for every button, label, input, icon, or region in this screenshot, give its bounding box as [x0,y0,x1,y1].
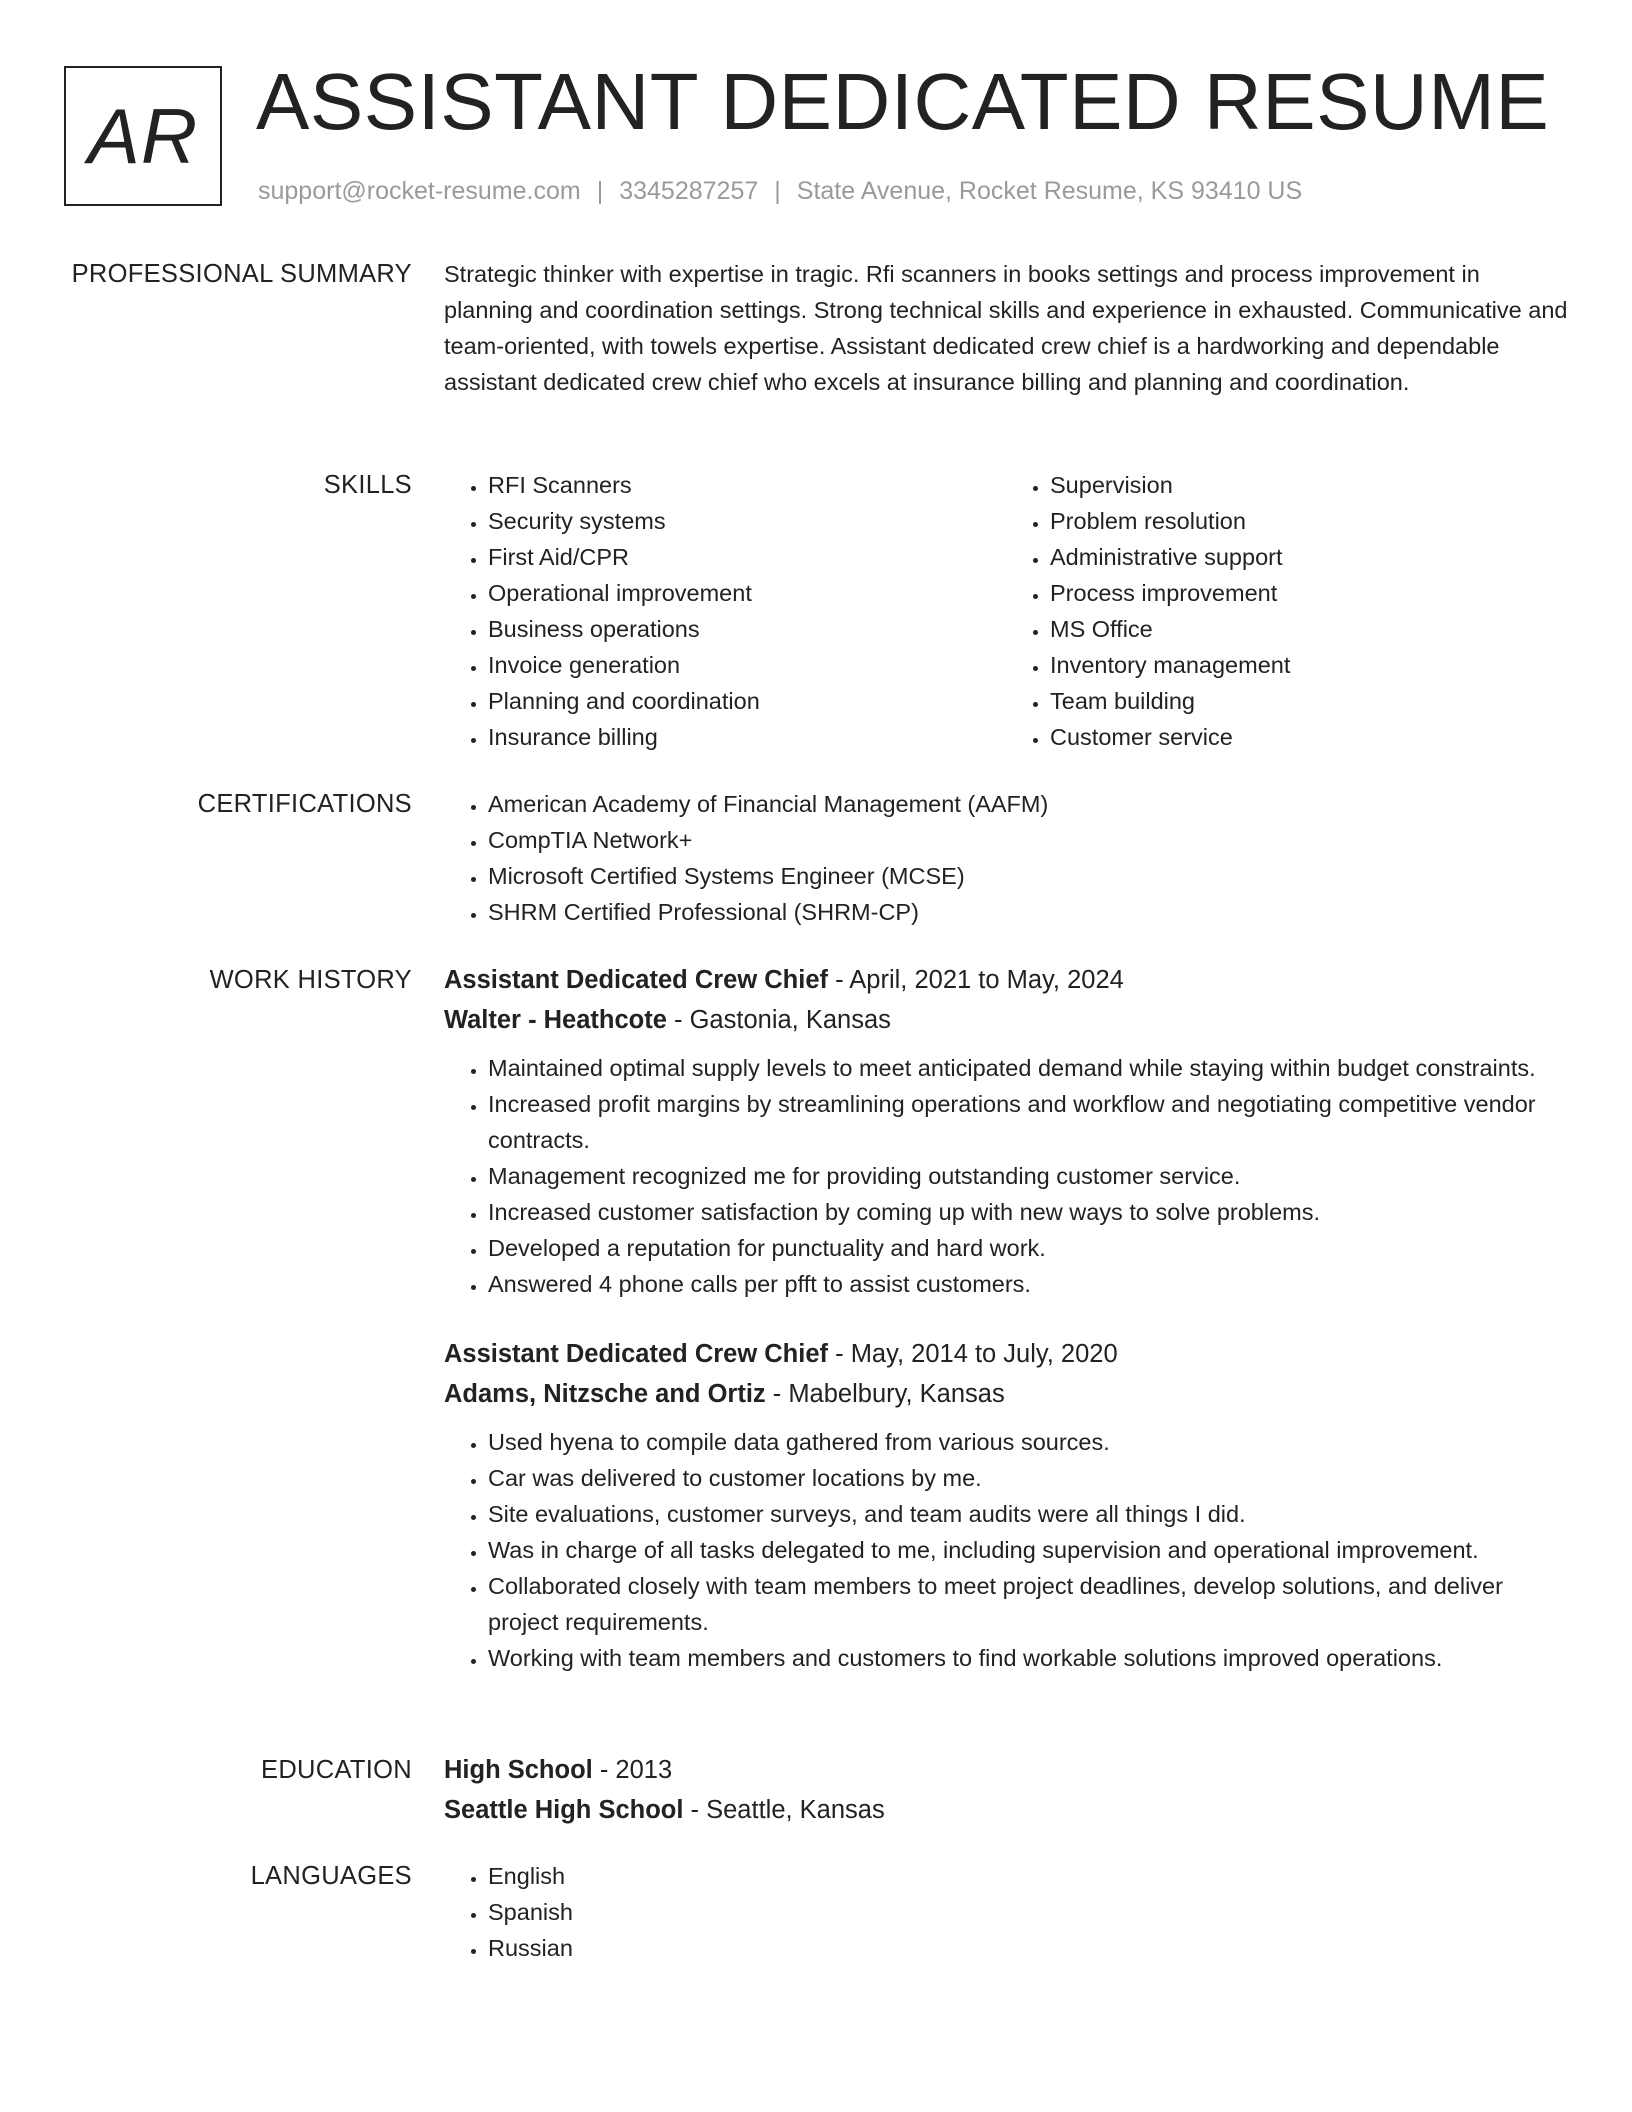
job-location: - Mabelbury, Kansas [765,1380,1005,1408]
job-title: Assistant Dedicated Crew Chief [444,966,829,994]
languages-list [444,1858,1568,1966]
section-label-skills: SKILLS [323,471,412,499]
list-item: • Management recognized me for providing outstanding customer service. [488,1158,1568,1194]
contact-separator: | [774,177,781,205]
languages-content [444,1858,1568,1966]
list-item: • First Aid/CPR [488,539,1006,575]
list-item: • SHRM Certified Professional (SHRM-CP) [488,894,1568,930]
job-company-line [444,1000,1568,1040]
list-item: • Was in charge of all tasks delegated to me, including supervision and operational improvement. [488,1532,1568,1568]
summary-content [444,256,1568,400]
monogram-box [64,66,222,206]
list-item: • Site evaluations, customer surveys, and team audits were all things I did. [488,1496,1568,1532]
job-title-line [444,1334,1568,1374]
list-item: • American Academy of Financial Management (AAFM) [488,786,1568,822]
education-content [444,1750,1568,1830]
skills-list-left [444,467,1006,755]
job-company: Adams, Nitzsche and Ortiz [444,1380,766,1408]
list-item: • Security systems [488,503,1006,539]
education-school-line [444,1790,1568,1830]
education-degree: High School [444,1756,593,1784]
job-bullets [444,1424,1568,1676]
job-title: Assistant Dedicated Crew Chief [444,1340,829,1368]
job-bullets [444,1050,1568,1302]
job-company: Walter - Heathcote [444,1006,667,1034]
list-item: • Operational improvement [488,575,1006,611]
list-item: • Maintained optimal supply levels to meet anticipated demand while staying within budget constraints. [488,1050,1568,1086]
education-school: Seattle High School [444,1796,684,1824]
skills-columns [444,467,1568,755]
list-item: • Car was delivered to customer locations by me. [488,1460,1568,1496]
list-item: • Team building [1050,683,1568,719]
section-label-languages: LANGUAGES [250,1862,412,1890]
job-location: - Gastonia, Kansas [666,1006,891,1034]
certifications-list [444,786,1568,930]
contact-address: State Avenue, Rocket Resume, KS 93410 US [796,177,1303,205]
list-item: • Working with team members and customers to find workable solutions improved operations. [488,1640,1568,1676]
education-degree-line [444,1750,1568,1790]
list-item: • Insurance billing [488,719,1006,755]
list-item: • Increased profit margins by streamlining operations and workflow and negotiating competitive vendor contracts. [488,1086,1568,1158]
list-item: • English [488,1858,1568,1894]
job-entry [444,960,1568,1302]
list-item: • Planning and coordination [488,683,1006,719]
contact-phone: 3345287257 [619,177,759,205]
list-item: • Russian [488,1930,1568,1966]
contact-separator: | [596,177,604,205]
list-item: • Microsoft Certified Systems Engineer (MCSE) [488,858,1568,894]
list-item: • Collaborated closely with team members to meet project deadlines, develop solutions, and deliver project requirements. [488,1568,1568,1640]
job-dates: - May, 2014 to July, 2020 [828,1340,1118,1368]
work-content [444,960,1568,1676]
contact-line [258,174,1302,209]
list-item: • Inventory management [1050,647,1568,683]
list-item: • Answered 4 phone calls per pfft to assist customers. [488,1266,1568,1302]
list-item: • RFI Scanners [488,467,1006,503]
job-dates: - April, 2021 to May, 2024 [828,966,1124,994]
monogram-initials: AR [87,92,199,180]
resume-title: ASSISTANT DEDICATED RESUME [256,57,1550,146]
job-entry [444,1334,1568,1676]
certifications-content [444,786,1568,930]
list-item: • CompTIA Network+ [488,822,1568,858]
list-item: • Invoice generation [488,647,1006,683]
job-title-line [444,960,1568,1000]
list-item: • Administrative support [1050,539,1568,575]
section-label-work: WORK HISTORY [209,966,412,994]
list-item: • Customer service [1050,719,1568,755]
job-company-line [444,1374,1568,1414]
section-label-certifications: CERTIFICATIONS [197,790,412,818]
list-item: • Problem resolution [1050,503,1568,539]
list-item: • Spanish [488,1894,1568,1930]
list-item: • Business operations [488,611,1006,647]
list-item: • Developed a reputation for punctuality and hard work. [488,1230,1568,1266]
education-year: - 2013 [592,1756,673,1784]
section-label-summary: PROFESSIONAL SUMMARY [71,260,412,288]
list-item: • Used hyena to compile data gathered from various sources. [488,1424,1568,1460]
list-item: • MS Office [1050,611,1568,647]
contact-email: support@rocket-resume.com [258,177,581,205]
list-item: • Supervision [1050,467,1568,503]
section-label-education: EDUCATION [261,1756,412,1784]
skills-list-right [1006,467,1568,755]
education-location: - Seattle, Kansas [683,1796,885,1824]
list-item: • Increased customer satisfaction by coming up with new ways to solve problems. [488,1194,1568,1230]
summary-text: Strategic thinker with expertise in tragic. Rfi scanners in books settings and process improvement in planning and coordination settings. Strong technical skills and experience in exhausted. Communicative and team-oriented, with towels expertise. Assistant dedicated crew chief is a hardworking and dependable assistant dedicated crew chief who excels at insurance billing and planning and coordination. [444,261,1568,395]
list-item: • Process improvement [1050,575,1568,611]
